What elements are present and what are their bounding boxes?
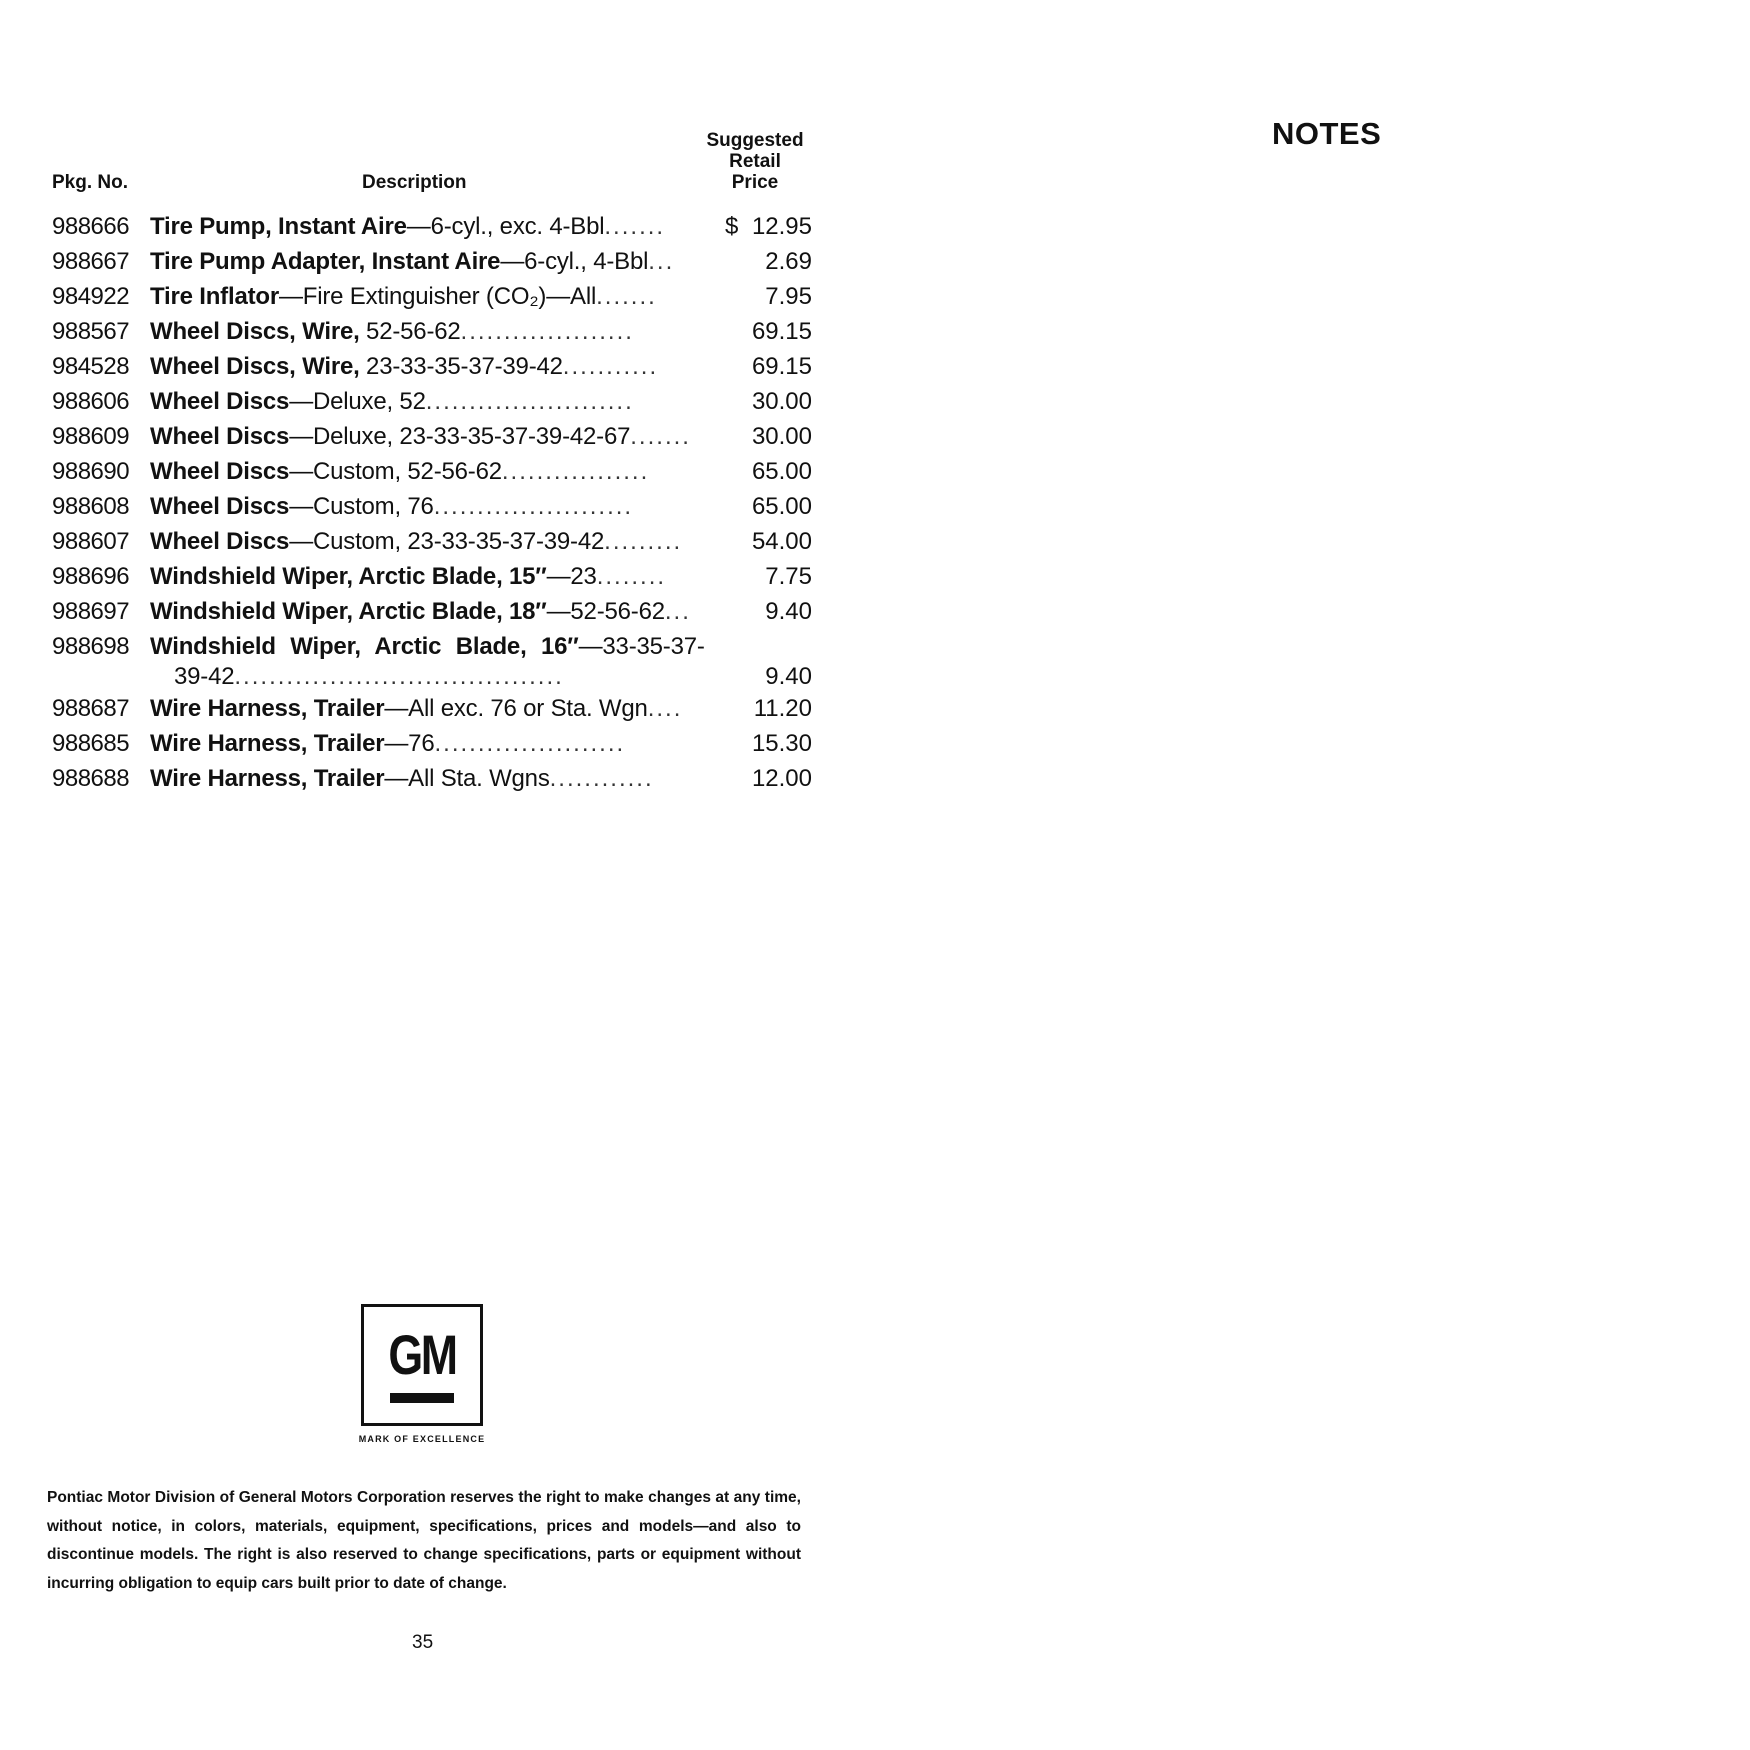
- table-row: [52, 352, 812, 387]
- pkg-number: 988607: [52, 528, 130, 555]
- table-row: [52, 422, 812, 457]
- pkg-number: 988685: [52, 730, 130, 757]
- item-description: Windshield Wiper, Arctic Blade, 16″—33-35-37- 39-42......................................: [150, 633, 705, 690]
- pkg-number: 988697: [52, 598, 130, 625]
- price-header-line-2: Retail: [729, 151, 781, 172]
- item-price: 69.15: [751, 353, 812, 380]
- item-price: 54.00: [751, 528, 812, 555]
- item-description: Wheel Discs—Custom, 76.......................: [150, 493, 634, 520]
- table-row: [52, 247, 812, 282]
- gm-logo: [361, 1304, 483, 1426]
- table-row: [52, 317, 812, 352]
- price-table: [52, 212, 812, 799]
- item-price: 12.00: [751, 765, 812, 792]
- item-price: 65.00: [751, 458, 812, 485]
- price-header-line-1: Suggested: [706, 130, 804, 151]
- gm-logo-underline: [390, 1393, 454, 1403]
- pkg-number: 988567: [52, 318, 130, 345]
- item-price: 9.40: [765, 598, 812, 625]
- notes-title: NOTES: [1272, 116, 1382, 151]
- item-price: 69.15: [751, 318, 812, 345]
- item-description: Windshield Wiper, Arctic Blade, 18″—52-56-62...: [150, 598, 691, 625]
- item-price: 9.40: [765, 663, 812, 690]
- table-row: [52, 212, 812, 247]
- item-description: Wheel Discs, Wire, 52-56-62....................: [150, 318, 634, 345]
- item-price: 30.00: [751, 388, 812, 415]
- page-number: 35: [412, 1632, 434, 1653]
- table-row: [52, 729, 812, 764]
- item-description: Wheel Discs—Deluxe, 52........................: [150, 388, 634, 415]
- item-description: Wheel Discs—Deluxe, 23-33-35-37-39-42-67.......: [150, 423, 691, 450]
- item-price: 7.95: [765, 283, 812, 310]
- item-price: 30.00: [751, 423, 812, 450]
- pkg-number: 988609: [52, 423, 130, 450]
- logo-caption: MARK OF EXCELLENCE: [358, 1434, 486, 1444]
- pkg-number: 988688: [52, 765, 130, 792]
- pkg-number: 984922: [52, 283, 130, 310]
- item-description: Wheel Discs—Custom, 52-56-62.................: [150, 458, 650, 485]
- pkg-number: 988687: [52, 695, 130, 722]
- column-header-description: Description: [362, 172, 467, 193]
- item-price: 11.20: [753, 695, 812, 722]
- item-description: Tire Inflator—Fire Extinguisher (CO₂)—All.......: [150, 283, 657, 310]
- table-row: [52, 527, 812, 562]
- pkg-number: 988666: [52, 213, 130, 240]
- item-description: Tire Pump Adapter, Instant Aire—6-cyl., 4-Bbl...: [150, 248, 675, 275]
- item-description: Windshield Wiper, Arctic Blade, 15″—23........: [150, 563, 667, 590]
- pkg-number: 988606: [52, 388, 130, 415]
- column-header-price: [690, 130, 820, 193]
- price-header-line-3: Price: [731, 172, 779, 193]
- item-description: Wire Harness, Trailer—76......................: [150, 730, 626, 757]
- table-row: [52, 694, 812, 729]
- table-row: [52, 387, 812, 422]
- dollar-sign: $: [725, 213, 739, 240]
- item-description: Wire Harness, Trailer—All Sta. Wgns............: [150, 765, 654, 792]
- table-row: [52, 764, 812, 799]
- item-description: Wire Harness, Trailer—All exc. 76 or Sta. Wgn....: [150, 695, 683, 722]
- table-row: [52, 282, 812, 317]
- item-price: 15.30: [751, 730, 812, 757]
- pkg-number: 988698: [52, 633, 130, 660]
- item-price: 12.95: [751, 213, 812, 240]
- item-description: Wheel Discs, Wire, 23-33-35-37-39-42...........: [150, 353, 659, 380]
- pkg-number: 984528: [52, 353, 130, 380]
- table-row: [52, 597, 812, 632]
- item-price: 2.69: [765, 248, 812, 275]
- table-row: [52, 457, 812, 492]
- item-description: Tire Pump, Instant Aire—6-cyl., exc. 4-Bbl.......: [150, 213, 666, 240]
- item-price: 65.00: [751, 493, 812, 520]
- item-price: 7.75: [765, 563, 812, 590]
- item-description: Wheel Discs—Custom, 23-33-35-37-39-42.........: [150, 528, 683, 555]
- column-header-pkg-no: Pkg. No.: [52, 172, 129, 193]
- table-row: [52, 562, 812, 597]
- gm-logo-letters: GM: [388, 1323, 456, 1386]
- table-row: [52, 632, 812, 694]
- pkg-number: 988608: [52, 493, 130, 520]
- pkg-number: 988690: [52, 458, 130, 485]
- table-row: [52, 492, 812, 527]
- pkg-number: 988696: [52, 563, 130, 590]
- disclaimer-paragraph: Pontiac Motor Division of General Motors Corporation reserves the right to make changes at any time, without notice, in colors, materials, equipment, specifications, prices and models—and also to discontinue models. The right is also reserved to change specifications, parts or equipment without incurring obligation to equip cars built prior to date of change.: [47, 1489, 801, 1592]
- pkg-number: 988667: [52, 248, 130, 275]
